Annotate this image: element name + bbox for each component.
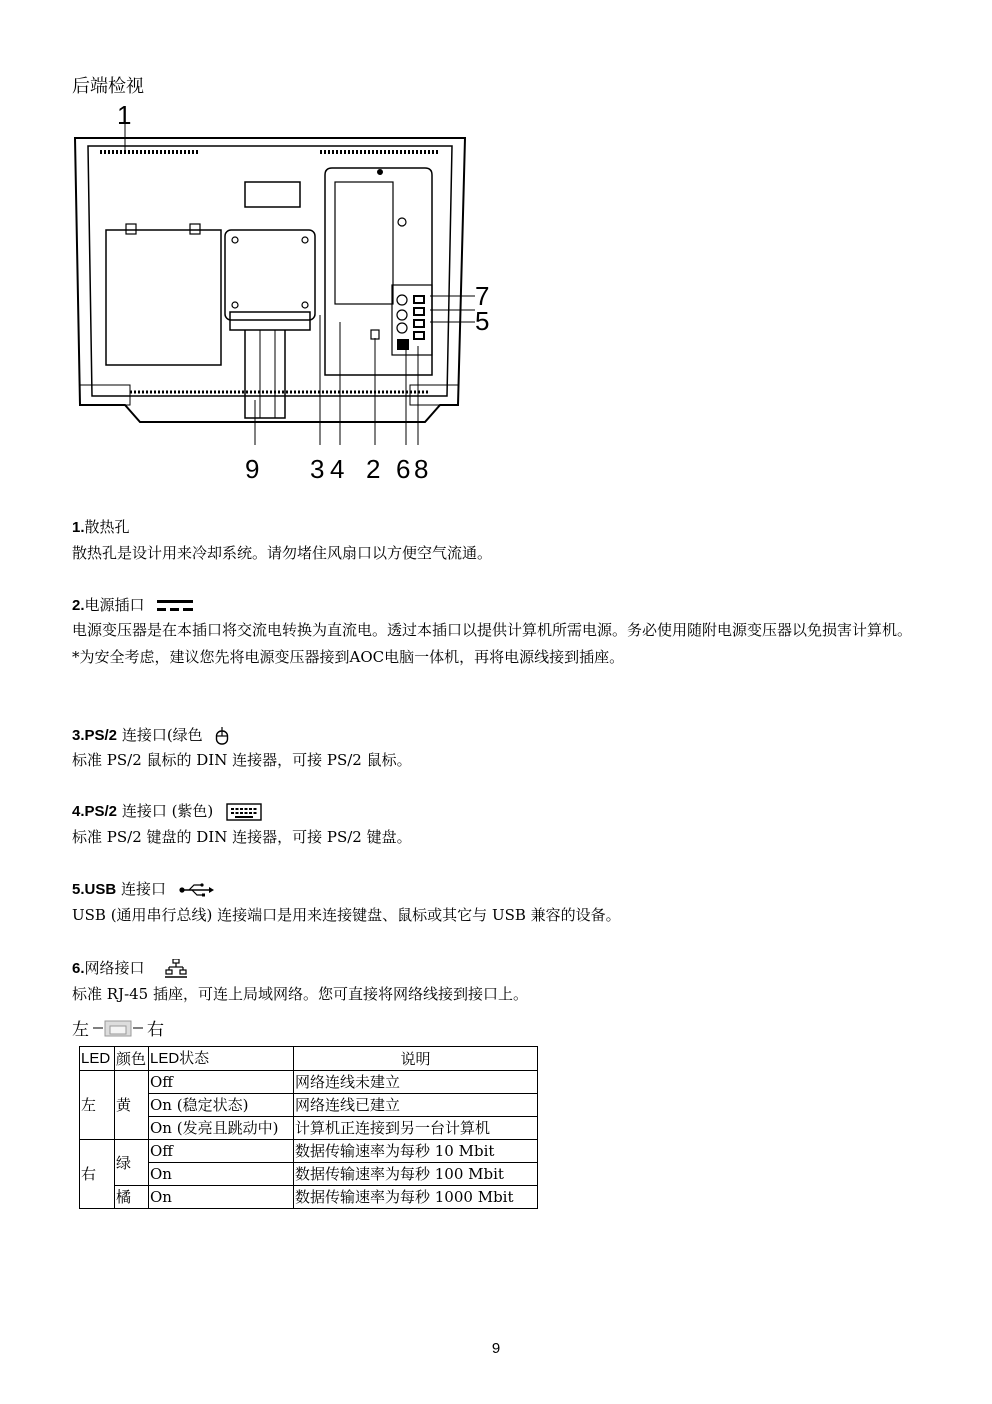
table-row bbox=[80, 1163, 538, 1186]
table-row bbox=[80, 1140, 538, 1163]
table-cell-desc: 网络连线已建立 bbox=[294, 1094, 538, 1117]
callout-9: 9 bbox=[245, 454, 260, 484]
section-body-ps2-mouse: 标准 PS/2 鼠标的 DIN 连接器，可接 PS/2 鼠标。 bbox=[72, 751, 412, 769]
table-cell-desc: 计算机正连接到另一台计算机 bbox=[294, 1117, 538, 1140]
table-row bbox=[80, 1071, 538, 1094]
section-title-network: 6.网络接口 bbox=[72, 957, 187, 979]
led-status-table bbox=[79, 1046, 538, 1209]
usb-icon bbox=[179, 883, 215, 897]
rear-view-diagram bbox=[70, 100, 500, 485]
table-header-row bbox=[80, 1047, 538, 1071]
rj45-port-icon bbox=[93, 1018, 143, 1038]
callout-1: 1 bbox=[117, 100, 132, 130]
table-cell-state: Off bbox=[149, 1071, 294, 1094]
network-icon bbox=[165, 959, 187, 979]
table-cell-state: Off bbox=[149, 1140, 294, 1163]
left-label: 左 bbox=[72, 1020, 89, 1040]
keyboard-icon bbox=[226, 803, 262, 821]
right-label: 右 bbox=[147, 1020, 164, 1040]
callout-3: 3 bbox=[310, 454, 325, 484]
table-cell-color: 黄 bbox=[115, 1071, 149, 1140]
section-title-ps2-keyboard: 4.PS/2 连接口 (紫色) bbox=[72, 800, 262, 821]
table-header: LED bbox=[80, 1047, 115, 1071]
table-row bbox=[80, 1186, 538, 1209]
led-position-indicator bbox=[72, 1015, 164, 1040]
table-cell-color: 橘 bbox=[115, 1186, 149, 1209]
callout-5: 5 bbox=[475, 306, 490, 336]
section-body-network: 标准 RJ-45 插座，可连上局域网络。您可直接将网络线接到接口上。 bbox=[72, 985, 529, 1003]
table-cell-state: On bbox=[149, 1163, 294, 1186]
table-cell-desc: 数据传输速率为每秒 100 Mbit bbox=[294, 1163, 538, 1186]
table-cell-state: On (发亮且跳动中) bbox=[149, 1117, 294, 1140]
table-cell-color: 绿 bbox=[115, 1140, 149, 1186]
table-header: 说明 bbox=[294, 1047, 538, 1071]
table-cell-desc: 数据传输速率为每秒 1000 Mbit bbox=[294, 1186, 538, 1209]
table-header: 颜色 bbox=[115, 1047, 149, 1071]
table-header: LED状态 bbox=[149, 1047, 294, 1071]
callout-7: 7 bbox=[475, 281, 490, 311]
section-body-vent: 散热孔是设计用来冷却系统。请勿堵住风扇口以方便空气流通。 bbox=[72, 544, 493, 562]
section-body-ps2-keyboard: 标准 PS/2 键盘的 DIN 连接器，可接 PS/2 键盘。 bbox=[72, 828, 412, 846]
callout-2: 2 bbox=[366, 454, 381, 484]
page-number: 9 bbox=[491, 1340, 501, 1357]
table-row bbox=[80, 1117, 538, 1140]
section-body-usb: USB (通用串行总线) 连接端口是用来连接键盘、鼠标或其它与 USB 兼容的设备。 bbox=[72, 906, 621, 924]
table-cell-state: On bbox=[149, 1186, 294, 1209]
table-cell-desc: 网络连线未建立 bbox=[294, 1071, 538, 1094]
table-cell-led: 左 bbox=[80, 1071, 115, 1140]
section-title-usb: 5.USB 连接口 bbox=[72, 878, 215, 899]
table-row bbox=[80, 1094, 538, 1117]
callout-4: 4 bbox=[330, 454, 345, 484]
section-title-power: 2.电源插口 bbox=[72, 594, 193, 615]
table-cell-state: On (稳定状态) bbox=[149, 1094, 294, 1117]
page-heading: 后端检视 bbox=[72, 76, 144, 97]
table-cell-desc: 数据传输速率为每秒 10 Mbit bbox=[294, 1140, 538, 1163]
callout-8: 8 bbox=[414, 454, 429, 484]
mouse-icon bbox=[215, 727, 229, 745]
section-body-power: 电源变压器是在本插口将交流电转换为直流电。透过本插口以提供计算机所需电源。务必使用随附电源变压器以免损害计算机。 *为安全考虑，建议您先将电源变压器接到AOC电脑一体机，再将电源线接到插座。 bbox=[72, 621, 913, 666]
dc-power-icon bbox=[157, 599, 193, 613]
section-title-ps2-mouse: 3.PS/2 连接口(绿色 bbox=[72, 724, 229, 745]
table-cell-led: 右 bbox=[80, 1140, 115, 1209]
section-title-vent: 1.散热孔 bbox=[72, 518, 130, 536]
callout-6: 6 bbox=[396, 454, 411, 484]
